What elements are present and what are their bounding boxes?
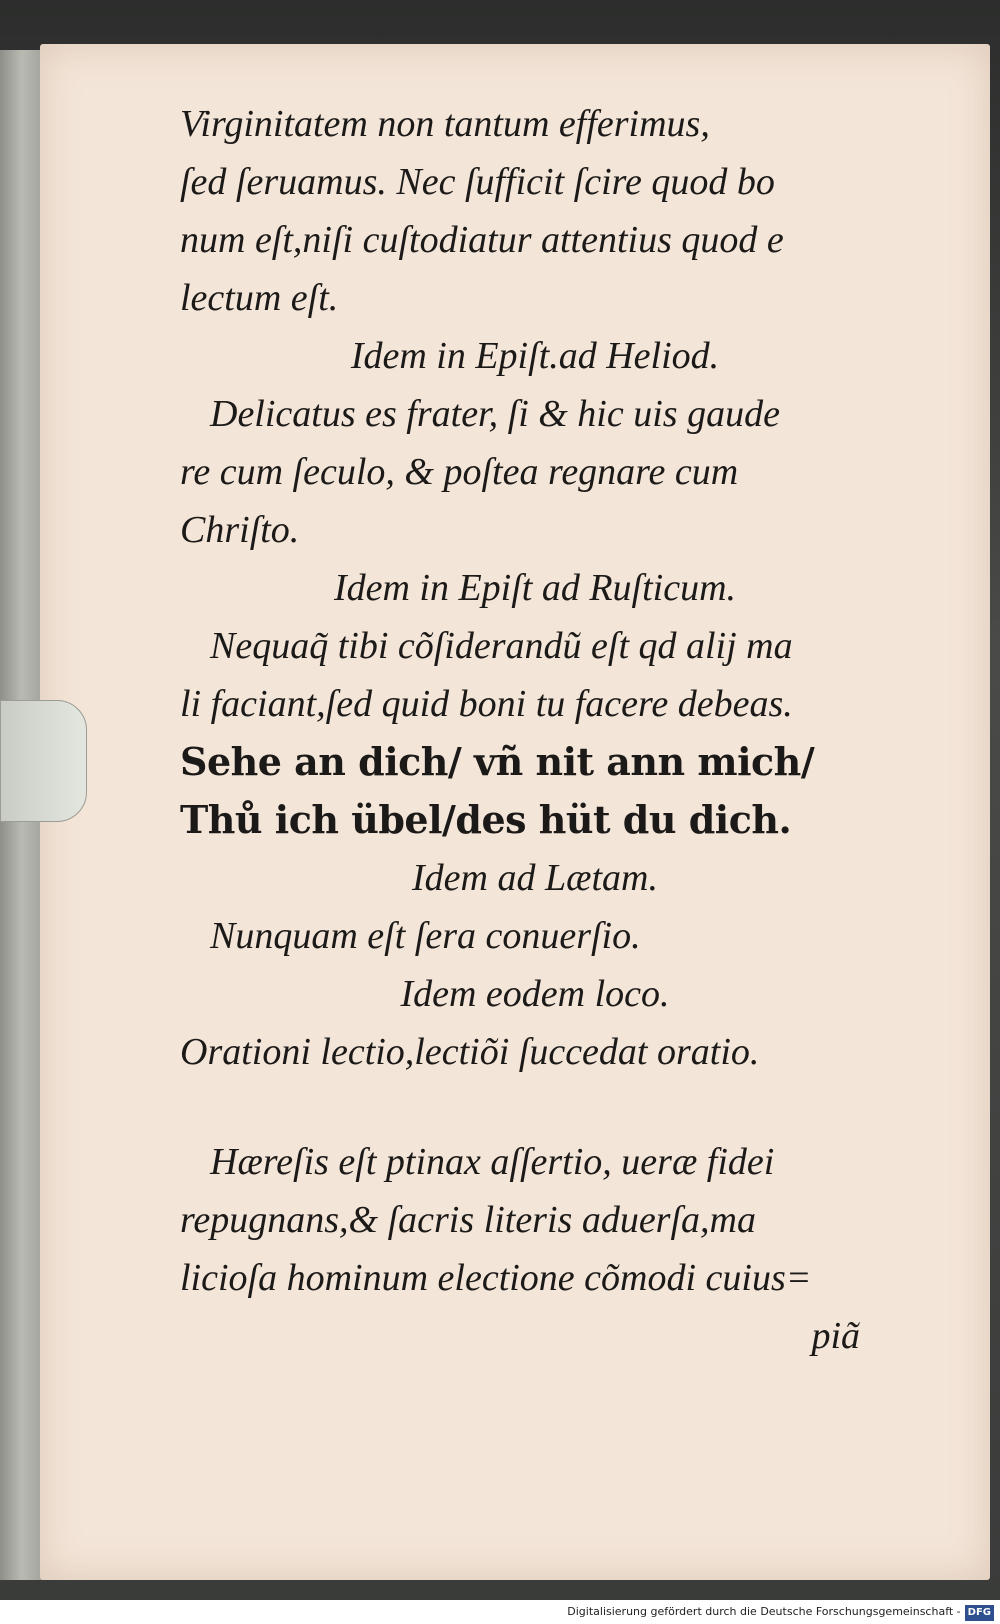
section-heading: Idem ad Lætam.: [412, 857, 658, 899]
paragraph-gap: [180, 1081, 880, 1133]
text-line: Orationi lectio,lectiõi ſuccedat oratio.: [180, 1031, 760, 1073]
dfg-logo: DFG: [965, 1605, 994, 1621]
text-line: Nunquam eſt ſera conuerſio.: [210, 915, 641, 957]
catchword: piã: [811, 1315, 860, 1357]
page-text: [180, 95, 880, 1365]
text-line: Hæreſis eſt ptinax aſſertio, ueræ fidei: [210, 1141, 775, 1183]
section-heading: Idem eodem loco.: [400, 973, 670, 1015]
footer-text: Digitalisierung gefördert durch die Deutsche Forschungsgemeinschaft -: [567, 1605, 961, 1618]
section-heading: Idem in Epiſt.ad Heliod.: [350, 335, 720, 377]
text-line: re cum ſeculo, & poſtea regnare cum: [180, 451, 739, 493]
digitization-footer: [0, 1600, 1000, 1624]
section-heading: Idem in Epiſt ad Ruſticum.: [333, 567, 737, 609]
text-line: Nequaq̃ tibi cõſiderandũ eſt qd alij ma: [210, 625, 793, 667]
text-line: ſed ſeruamus. Nec ſufficit ſcire quod bo: [180, 161, 775, 203]
blackletter-line: Sehe an dich/ vñ nit ann mich/: [180, 739, 815, 784]
text-line: Delicatus es frater, ſi & hic uis gaude: [210, 393, 780, 435]
text-line: Chriſto.: [180, 509, 300, 551]
blackletter-line: Thů ich übel/des hüt du dich.: [180, 797, 792, 842]
text-line: repugnans,& ſacris literis aduerſa,ma: [180, 1199, 756, 1241]
text-line: Virginitatem non tantum efferimus,: [180, 103, 710, 145]
text-line: num eſt,niſi cuſtodiatur attentius quod e: [180, 219, 784, 261]
text-line: lectum eſt.: [180, 277, 339, 319]
text-line: li faciant,ſed quid boni tu facere debeas.: [180, 683, 793, 725]
page-clip-tab: [0, 700, 87, 822]
text-line: licioſa hominum electione cõmodi cuius=: [180, 1257, 812, 1299]
